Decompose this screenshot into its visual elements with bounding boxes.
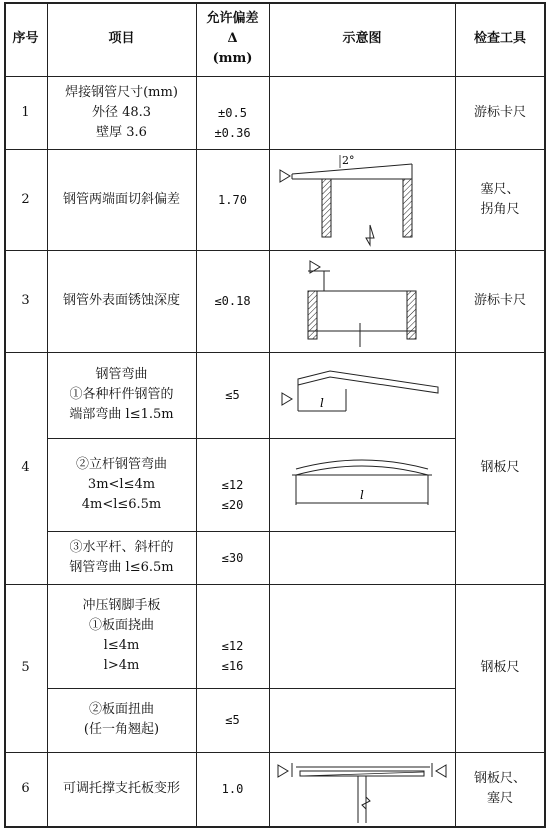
row-no: 2: [21, 191, 30, 207]
header-no: 序号: [12, 31, 39, 46]
length-label: l: [360, 488, 364, 502]
row-item: ②立杆钢管弯曲 3m<l≤4m 4m<l≤6.5m: [75, 456, 167, 512]
row-item: 钢管外表面锈蚀深度: [62, 293, 180, 308]
row-item: 钢管两端面切斜偏差: [62, 191, 180, 207]
row-no: 5: [21, 660, 30, 675]
length-label: l: [320, 396, 324, 410]
row-tolerance: 1.0: [221, 782, 244, 796]
row-item: 可调托撑支托板变形: [62, 781, 180, 796]
row-tool: 塞尺、 拐角尺: [480, 181, 520, 217]
row-item: 焊接钢管尺寸(mm) 外径 48.3 壁厚 3.6: [65, 84, 178, 140]
row-no: 6: [21, 781, 30, 796]
inspection-table: [4, 2, 546, 828]
row-tolerance: ≤12 ≤20: [221, 477, 244, 512]
row-tolerance: 1.70: [218, 192, 247, 207]
pipe-end-bevel-diagram: [270, 150, 454, 249]
pipe-corrosion-diagram: [270, 251, 454, 351]
header-tolerance: 允许偏差 Δ (mm): [206, 11, 259, 66]
header-tool: 检查工具: [473, 31, 526, 46]
row-tolerance: ≤30: [221, 550, 244, 565]
row-tolerance: ≤0.18: [214, 294, 251, 308]
row-item: ③水平杆、斜杆的 钢管弯曲 l≤6.5m: [69, 539, 174, 575]
row-no: 3: [21, 293, 30, 308]
header-diagram: 示意图: [342, 31, 382, 46]
row-tool: 游标卡尺: [473, 104, 526, 120]
row-tool: 钢板尺: [480, 460, 520, 475]
row-tolerance: ≤12 ≤16: [221, 639, 244, 673]
upright-bend-diagram: [270, 439, 454, 530]
row-tolerance: ±0.5 ±0.36: [214, 105, 251, 140]
row-tool: 钢板尺: [480, 660, 520, 675]
row-no: 1: [21, 104, 30, 120]
row-no: 4: [21, 460, 30, 475]
pipe-end-bend-diagram: [270, 353, 454, 437]
row-item: 钢管弯曲 ①各种杆件钢管的 端部弯曲 l≤1.5m: [69, 367, 174, 422]
row-item: 冲压钢脚手板 ①板面挠曲 l≤4m l>4m: [82, 598, 161, 673]
row-tool: 游标卡尺: [473, 293, 526, 308]
row-item: ②板面扭曲 (任一角翘起): [83, 702, 160, 737]
table-border-bottom: [4, 826, 546, 828]
row-tolerance: ≤5: [225, 388, 240, 402]
row-tool: 钢板尺、 塞尺: [473, 771, 526, 806]
angle-label: 2°: [342, 154, 355, 167]
header-item: 项目: [108, 31, 135, 46]
row-tolerance: ≤5: [225, 713, 240, 727]
support-plate-diagram: [270, 753, 454, 825]
